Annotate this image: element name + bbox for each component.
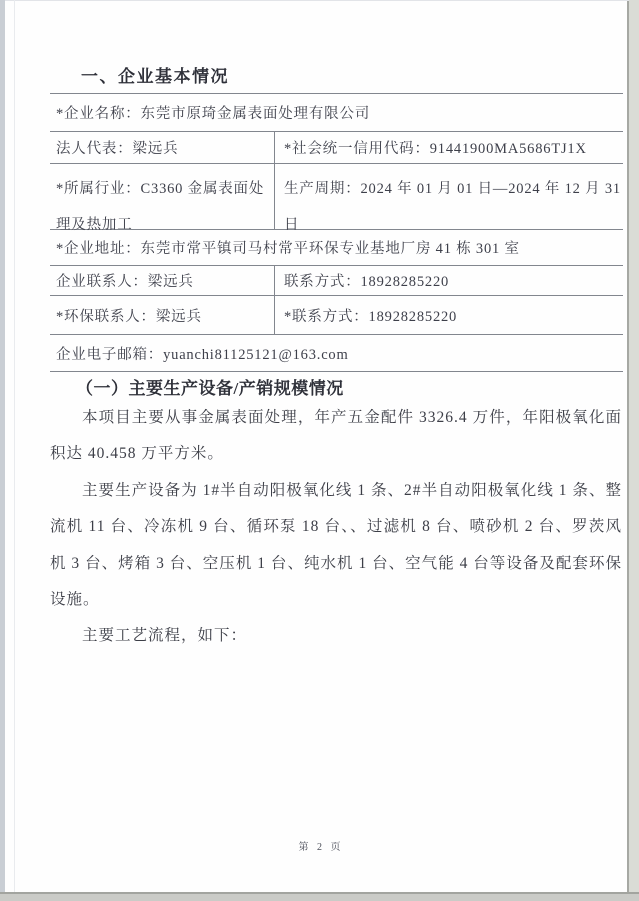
page-number: 第 2 页 xyxy=(298,842,344,853)
scan-edge-top xyxy=(5,0,629,1)
env-contact-phone-cell: *联系方式：18928285220 xyxy=(284,308,458,325)
page-title: 一、企业基本情况 xyxy=(81,67,229,86)
table-row-legal-rep xyxy=(50,132,623,164)
table-row-email xyxy=(50,335,623,372)
para-main-equipment: 主要生产设备为 1#半自动阳极氧化线 1 条、2#半自动阳极氧化线 1 条、整流机 11 台、冷冻机 9 台、循环泵 18 台、、过滤机 8 台、喷砂机 2 台、罗茨风机 3 台、烤箱 3 台、空压机 1 台、纯水机 1 台、空气能 4 台等设备及配套环保设施。 xyxy=(50,481,622,609)
body-paragraphs xyxy=(50,400,622,655)
email-cell: 企业电子邮箱：yuanchi81125121@163.com xyxy=(56,346,349,363)
table-row-address xyxy=(50,230,623,266)
section-heading-equipment: （一）主要生产设备/产销规模情况 xyxy=(76,379,344,398)
production-period-cell: 生产周期：2024 年 01 月 01 日—2024 年 12 月 31 日 xyxy=(284,181,621,233)
para-process-flow: 主要工艺流程，如下： xyxy=(82,627,248,645)
address-cell: *企业地址：东莞市常平镇司马村常平环保专业基地厂房 41 栋 301 室 xyxy=(56,241,520,257)
table-row-industry xyxy=(50,164,623,233)
scan-edge-right xyxy=(629,0,639,901)
scan-edge-left xyxy=(0,0,5,901)
contact-phone-cell: 联系方式：18928285220 xyxy=(284,274,450,290)
contact-person-cell: 企业联系人：梁远兵 xyxy=(50,266,275,295)
table-row-env-contact xyxy=(50,296,623,335)
legal-representative-cell: 法人代表：梁远兵 xyxy=(50,132,275,163)
scan-edge-bottom xyxy=(0,894,639,901)
industry-cell: *所属行业：C3360 金属表面处理及热加工 xyxy=(50,164,275,229)
table-row-contact xyxy=(50,266,623,296)
scan-artifact-line xyxy=(14,0,15,892)
table-row-enterprise-name xyxy=(50,94,623,132)
credit-code-cell: *社会统一信用代码：91441900MA5686TJ1X xyxy=(284,141,587,157)
env-contact-person-cell: *环保联系人：梁远兵 xyxy=(50,296,275,334)
enterprise-info-table xyxy=(50,93,623,372)
para-production-overview: 本项目主要从事金属表面处理，年产五金配件 3326.4 万件，年阳极氧化面积达 40.458 万平方米。 xyxy=(50,409,622,463)
enterprise-name-cell: *企业名称：东莞市原琦金属表面处理有限公司 xyxy=(56,106,371,122)
